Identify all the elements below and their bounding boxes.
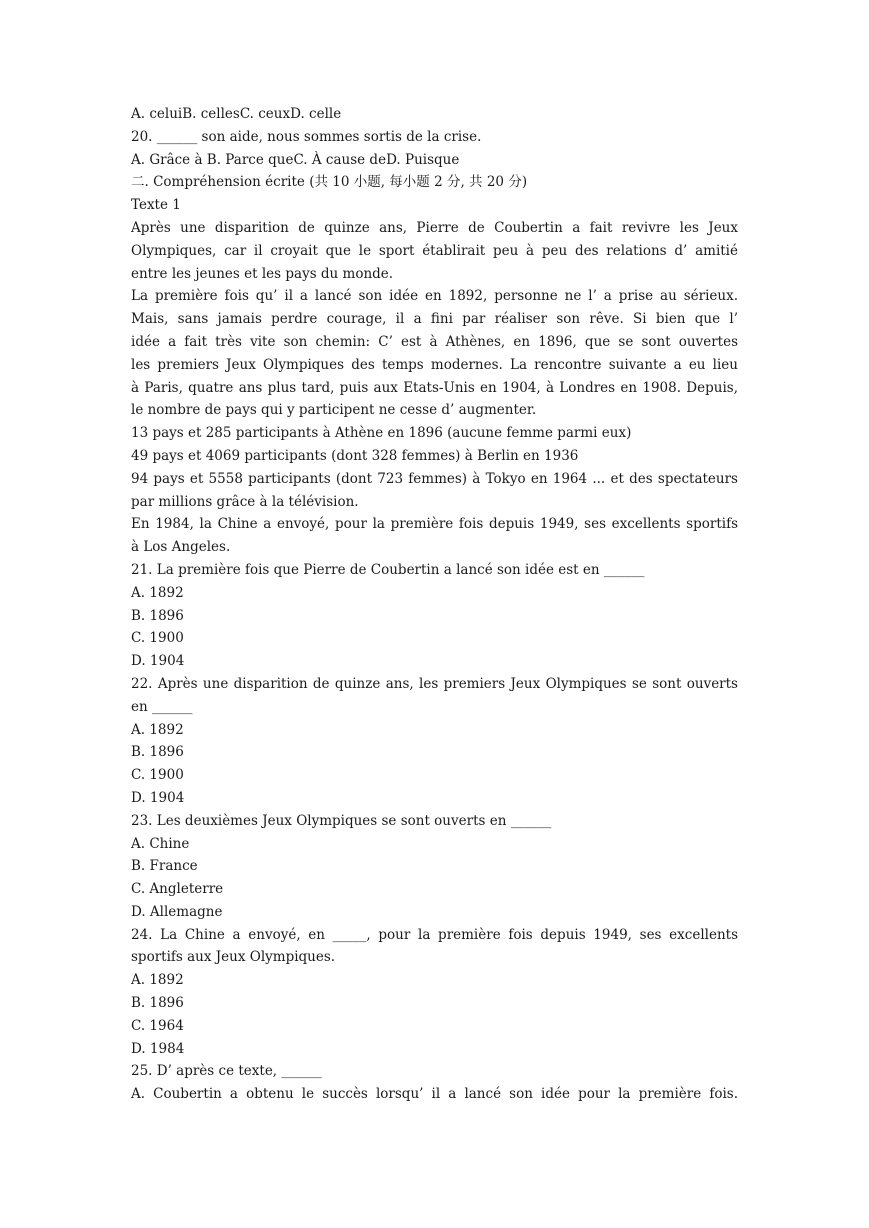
- passage-line: Après une disparition de quinze ans, Pierre de Coubertin a fait revivre les Jeux: [131, 219, 738, 236]
- passage-line: à Paris, quatre ans plus tard, puis aux Etats-Unis en 1904, à Londres en 1908. Depuis,: [131, 379, 738, 396]
- question-22-cont: en ______: [131, 698, 193, 715]
- option-22-b: B. 1896: [131, 744, 184, 761]
- passage-line: par millions grâce à la télévision.: [131, 493, 359, 510]
- passage-line: La première fois qu’ il a lancé son idée en 1892, personne ne l’ a prise au sérieux.: [131, 288, 738, 305]
- passage-line: idée a fait très vite son chemin: C’ est à Athènes, en 1896, que se sont ouvertes: [131, 333, 738, 350]
- option-24-a: A. 1892: [131, 972, 184, 989]
- answer-options-19: A. celuiB. cellesC. ceuxD. celle: [131, 106, 342, 122]
- passage-line: le nombre de pays qui y participent ne cesse d’ augmenter.: [131, 402, 537, 419]
- question-25: 25. D’ après ce texte, ______: [131, 1063, 322, 1080]
- section-heading: 二. Compréhension écrite (共 10 小题, 每小题 2 分, 共 20 分): [131, 174, 528, 191]
- option-25-a: A. Coubertin a obtenu le succès lorsqu’ il a lancé son idée pour la première fois.: [131, 1086, 738, 1103]
- option-22-c: C. 1900: [131, 767, 184, 784]
- option-21-c: C. 1900: [131, 630, 184, 647]
- passage-line: à Los Angeles.: [131, 539, 231, 556]
- passage-line: Mais, sans jamais perdre courage, il a fini par réaliser son rêve. Si bien que l’: [131, 311, 738, 328]
- option-24-d: D. 1984: [131, 1040, 185, 1057]
- question-24-cont: sportifs aux Jeux Olympiques.: [131, 949, 336, 966]
- passage-line: 13 pays et 285 participants à Athène en 1896 (aucune femme parmi eux): [131, 425, 632, 442]
- answer-options-20: A. Grâce à B. Parce queC. À cause deD. Puisque: [131, 151, 460, 168]
- document-page: [131, 103, 738, 1106]
- passage-line: 94 pays et 5558 participants (dont 723 femmes) à Tokyo en 1964 ... et des spectateurs: [131, 470, 738, 487]
- question-20: 20. ______ son aide, nous sommes sortis de la crise.: [131, 128, 482, 145]
- option-21-d: D. 1904: [131, 653, 185, 670]
- text-title: Texte 1: [131, 197, 181, 214]
- question-23: 23. Les deuxièmes Jeux Olympiques se sont ouverts en ______: [131, 812, 552, 829]
- question-21: 21. La première fois que Pierre de Coubertin a lancé son idée est en ______: [131, 561, 645, 578]
- option-21-a: A. 1892: [131, 584, 184, 601]
- question-22: 22. Après une disparition de quinze ans, les premiers Jeux Olympiques se sont ouverts: [131, 675, 738, 692]
- passage-line: les premiers Jeux Olympiques des temps modernes. La rencontre suivante a eu lieu: [131, 356, 738, 373]
- option-22-a: A. 1892: [131, 721, 184, 738]
- option-24-c: C. 1964: [131, 1017, 184, 1034]
- option-22-d: D. 1904: [131, 789, 185, 806]
- option-23-d: D. Allemagne: [131, 903, 223, 920]
- option-24-b: B. 1896: [131, 995, 184, 1012]
- passage-line: entre les jeunes et les pays du monde.: [131, 265, 394, 282]
- passage-line: En 1984, la Chine a envoyé, pour la première fois depuis 1949, ses excellents sportifs: [131, 516, 738, 533]
- option-23-a: A. Chine: [131, 835, 190, 852]
- question-24: 24. La Chine a envoyé, en _____, pour la première fois depuis 1949, ses excellents: [131, 926, 738, 943]
- option-23-b: B. France: [131, 858, 198, 875]
- option-21-b: B. 1896: [131, 607, 184, 624]
- passage-line: Olympiques, car il croyait que le sport établirait peu à peu des relations d’ amitié: [131, 242, 738, 259]
- option-23-c: C. Angleterre: [131, 881, 224, 898]
- passage-line: 49 pays et 4069 participants (dont 328 femmes) à Berlin en 1936: [131, 447, 579, 464]
